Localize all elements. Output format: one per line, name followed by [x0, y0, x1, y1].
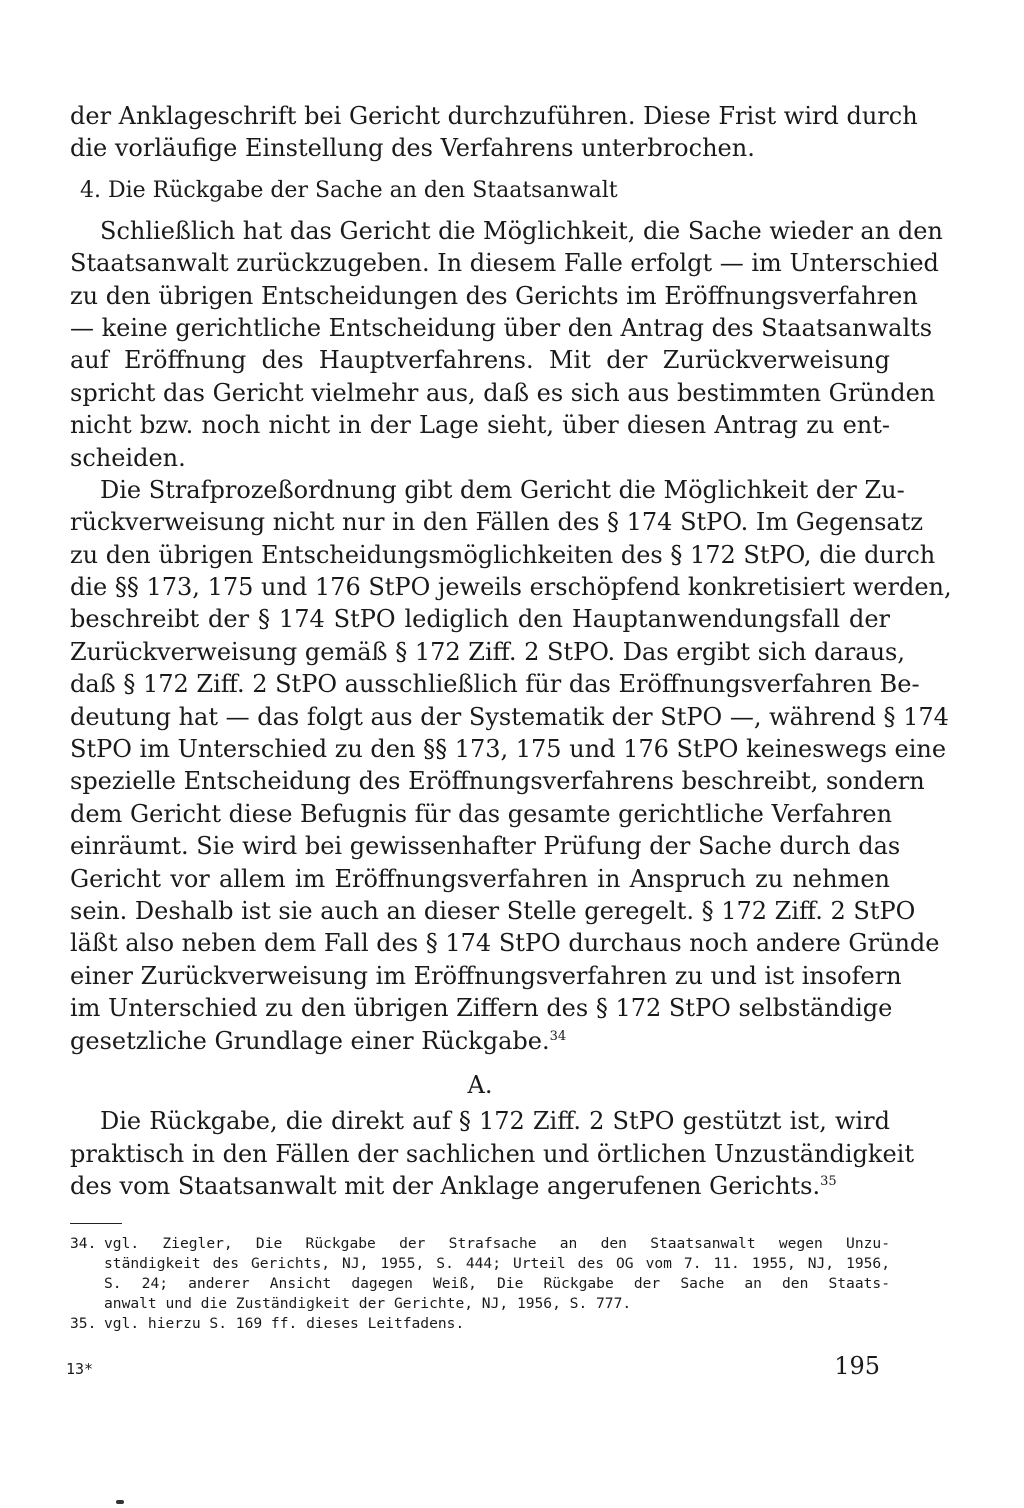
intro-paragraph — [70, 100, 918, 165]
text-line: gesetzliche Grundlage einer Rückgabe. — [70, 1026, 550, 1055]
footnote-number: 35. — [70, 1314, 97, 1332]
footnote-ref-34: 34 — [549, 1028, 567, 1044]
paragraph-3 — [70, 1105, 914, 1202]
text-line: der Anklageschrift bei Gericht durchzuführen. Diese Frist wird durch — [70, 102, 918, 130]
text-line: deutung hat — das folgt aus der Systematik der StPO —, während § 174 — [70, 702, 949, 731]
text-line: einräumt. Sie wird bei gewissenhafter Prüfung der Sache durch das — [70, 832, 901, 861]
text-line: auf Eröffnung des Hauptverfahrens. Mit der Zurückverweisung — [70, 346, 890, 375]
text-line: daß § 172 Ziff. 2 StPO ausschließlich für das Eröffnungsverfahren Be- — [70, 670, 920, 699]
footnotes — [70, 1234, 890, 1334]
footnote-35-line — [70, 1314, 890, 1334]
text-line: Zurückverweisung gemäß § 172 Ziff. 2 StPO. Das ergibt sich daraus, — [70, 637, 905, 666]
text-line: nicht bzw. noch nicht in der Lage sieht, über diesen Antrag zu ent- — [70, 411, 890, 440]
text-line: dem Gericht diese Befugnis für das gesamte gerichtliche Verfahren — [70, 799, 893, 828]
text-line: Die Strafprozeßordnung gibt dem Gericht die Möglichkeit der Zu- — [100, 475, 905, 504]
paragraph-1 — [70, 215, 943, 474]
footnote-34-line: ständigkeit des Gerichts, NJ, 1955, S. 444; Urteil des OG vom 7. 11. 1955, NJ, 1956, — [104, 1254, 890, 1272]
text-line: die §§ 173, 175 und 176 StPO jeweils erschöpfend konkretisiert werden, — [70, 573, 952, 602]
text-line: im Unterschied zu den übrigen Ziffern des § 172 StPO selbständige — [70, 994, 893, 1023]
text-line: spezielle Entscheidung des Eröffnungsverfahrens beschreibt, sondern — [70, 767, 925, 796]
text-line: Schließlich hat das Gericht die Möglichkeit, die Sache wieder an den — [100, 216, 943, 245]
footnote-34-line — [70, 1234, 890, 1254]
section-heading: 4. Die Rückgabe der Sache an den Staatsanwalt — [80, 177, 618, 203]
text-line: praktisch in den Fällen der sachlichen und örtlichen Unzuständigkeit — [70, 1139, 914, 1168]
text-line: Die Rückgabe, die direkt auf § 172 Ziff. 2 StPO gestützt ist, wird — [100, 1107, 890, 1136]
paragraph-2 — [70, 474, 952, 1057]
text-line: zu den übrigen Entscheidungsmöglichkeiten des § 172 StPO, die durch — [70, 540, 936, 569]
text-line: StPO im Unterschied zu den §§ 173, 175 und 176 StPO keineswegs eine — [70, 735, 947, 764]
text-line: läßt also neben dem Fall des § 174 StPO durchaus noch andere Gründe — [70, 929, 940, 958]
page-number: 195 — [834, 1352, 880, 1380]
text-line: sein. Deshalb ist sie auch an dieser Stelle geregelt. § 172 Ziff. 2 StPO — [70, 896, 916, 925]
footnote-text: vgl. Ziegler, Die Rückgabe der Strafsache an den Staatsanwalt wegen Unzu- — [104, 1234, 890, 1252]
text-line: rückverweisung nicht nur in den Fällen des § 174 StPO. Im Gegensatz — [70, 508, 924, 537]
text-line: scheiden. — [70, 443, 186, 472]
print-speck — [116, 1500, 124, 1504]
signature-mark: 13* — [66, 1360, 94, 1378]
text-line-with-note — [70, 1025, 890, 1057]
subsection-label: A. — [467, 1070, 493, 1099]
footnote-34-line: anwalt und die Zuständigkeit der Gerichte, NJ, 1956, S. 777. — [104, 1294, 632, 1312]
footnote-ref-35: 35 — [820, 1174, 837, 1190]
text-line: die vorläufige Einstellung des Verfahrens unterbrochen. — [70, 134, 755, 163]
text-line: einer Zurückverweisung im Eröffnungsverfahren zu und ist insofern — [70, 961, 902, 990]
text-line: Gericht vor allem im Eröffnungsverfahren in Anspruch zu nehmen — [70, 864, 890, 893]
page-footer — [66, 1352, 880, 1386]
text-line: spricht das Gericht vielmehr aus, daß es sich aus bestimmten Gründen — [70, 378, 936, 407]
footnote-text: vgl. hierzu S. 169 ff. dieses Leitfadens. — [104, 1314, 465, 1332]
text-line: zu den übrigen Entscheidungen des Gerichts im Eröffnungsverfahren — [70, 281, 918, 310]
footnote-divider — [70, 1223, 122, 1224]
footnote-number: 34. — [70, 1234, 97, 1252]
text-line-with-note — [70, 1170, 890, 1202]
footnote-34-line: S. 24; anderer Ansicht dagegen Weiß, Die Rückgabe der Sache an den Staats- — [104, 1274, 890, 1292]
text-line: des vom Staatsanwalt mit der Anklage angerufenen Gerichts. — [70, 1172, 821, 1201]
text-line: beschreibt der § 174 StPO lediglich den Hauptanwendungsfall der — [70, 605, 890, 634]
text-line: Staatsanwalt zurückzugeben. In diesem Falle erfolgt — im Unterschied — [70, 249, 939, 278]
text-line: — keine gerichtliche Entscheidung über den Antrag des Staatsanwalts — [70, 313, 933, 342]
page-body — [70, 100, 952, 1334]
